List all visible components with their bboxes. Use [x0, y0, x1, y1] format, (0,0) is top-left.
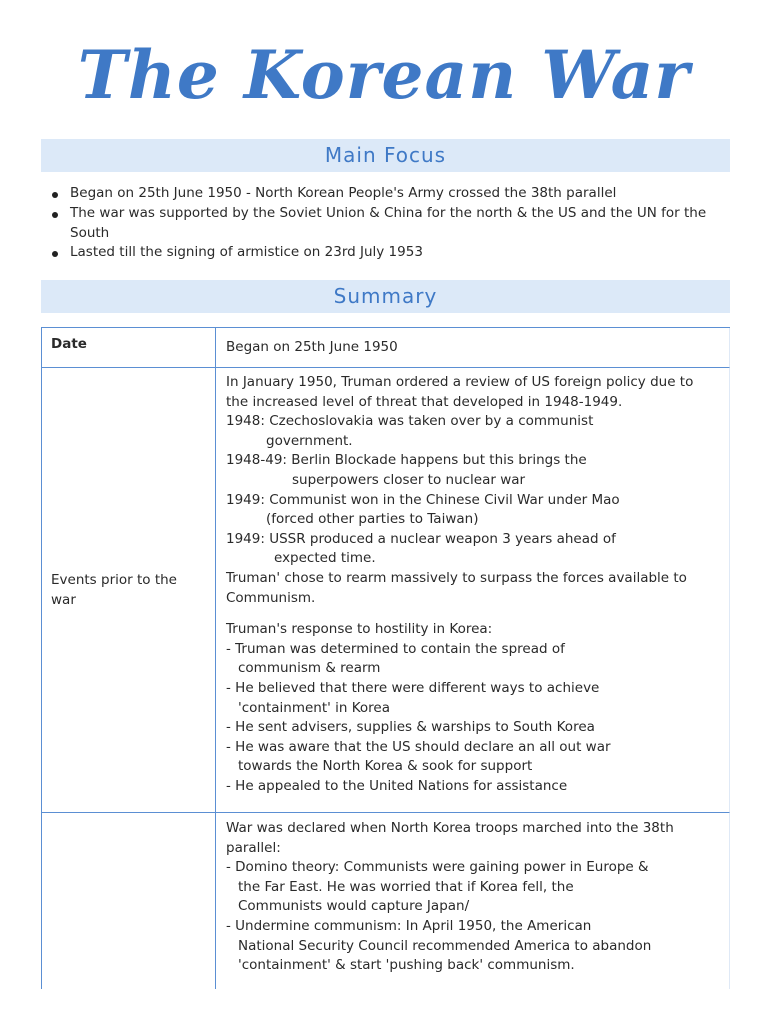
summary-heading: Summary	[41, 280, 730, 313]
text-line: the Far East. He was worried that if Korea fell, the	[238, 878, 574, 895]
text-line: - He appealed to the United Nations for assistance	[226, 777, 568, 794]
text-line: Communists would capture Japan/	[238, 898, 470, 915]
list-item: The war was supported by the Soviet Union & China for the north & the US and the UN for the South	[50, 204, 720, 244]
summary-table	[41, 327, 730, 989]
empty-label-cell	[42, 813, 216, 989]
text-line: - He sent advisers, supplies & warships to South Korea	[226, 719, 595, 736]
text-line: National Security Council recommended America to abandon	[238, 937, 652, 954]
war-content	[216, 813, 729, 989]
events-content	[216, 368, 729, 812]
text-line: 1949: Communist won in the Chinese Civil War under Mao	[226, 491, 620, 508]
text-line: expected time.	[274, 550, 376, 567]
text-line: the increased level of threat that developed in 1948-1949.	[226, 393, 623, 410]
text-line: Communism.	[226, 589, 316, 606]
text-line: government.	[266, 432, 353, 449]
text-line: In January 1950, Truman ordered a review of US foreign policy due to	[226, 374, 694, 390]
text-line: - Undermine communism: In April 1950, the American	[226, 917, 592, 934]
table-row	[41, 368, 730, 813]
text-line: communism & rearm	[238, 660, 381, 677]
text-line: 1949: USSR produced a nuclear weapon 3 years ahead of	[226, 530, 616, 547]
list-item: Began on 25th June 1950 - North Korean People's Army crossed the 38th parallel	[50, 184, 720, 204]
text-line: - He was aware that the US should declare an all out war	[226, 738, 611, 755]
text-line: 'containment' in Korea	[238, 699, 391, 716]
text-line: 1948: Czechoslovakia was taken over by a communist	[226, 413, 594, 430]
main-focus-heading: Main Focus	[41, 139, 730, 172]
main-focus-list	[50, 184, 720, 263]
text-line: - Domino theory: Communists were gaining power in Europe &	[226, 859, 649, 876]
text-line: parallel:	[226, 839, 281, 856]
table-row	[41, 813, 730, 989]
page-title: The Korean War	[77, 36, 691, 114]
text-line: War was declared when North Korea troops marched into the 38th	[226, 820, 674, 836]
text-line: Truman' chose to rearm massively to surpass the forces available to	[226, 569, 687, 586]
text-line: (forced other parties to Taiwan)	[266, 511, 479, 528]
text-line: Truman's response to hostility in Korea:	[226, 621, 493, 638]
text-line: superpowers closer to nuclear war	[292, 471, 526, 488]
text-line: - He believed that there were different ways to achieve	[226, 679, 600, 696]
text-line: - Truman was determined to contain the spread of	[226, 640, 565, 657]
date-value: Began on 25th June 1950	[226, 338, 398, 355]
text-line: towards the North Korea & sook for support	[238, 758, 533, 775]
text-line: 'containment' & start 'pushing back' communism.	[238, 957, 575, 974]
events-label: Events prior to the war	[42, 368, 216, 812]
date-label: Date	[42, 328, 216, 367]
list-item: Lasted till the signing of armistice on 23rd July 1953	[50, 243, 720, 263]
table-row	[41, 328, 730, 368]
text-line: 1948-49: Berlin Blockade happens but this brings the	[226, 452, 587, 469]
